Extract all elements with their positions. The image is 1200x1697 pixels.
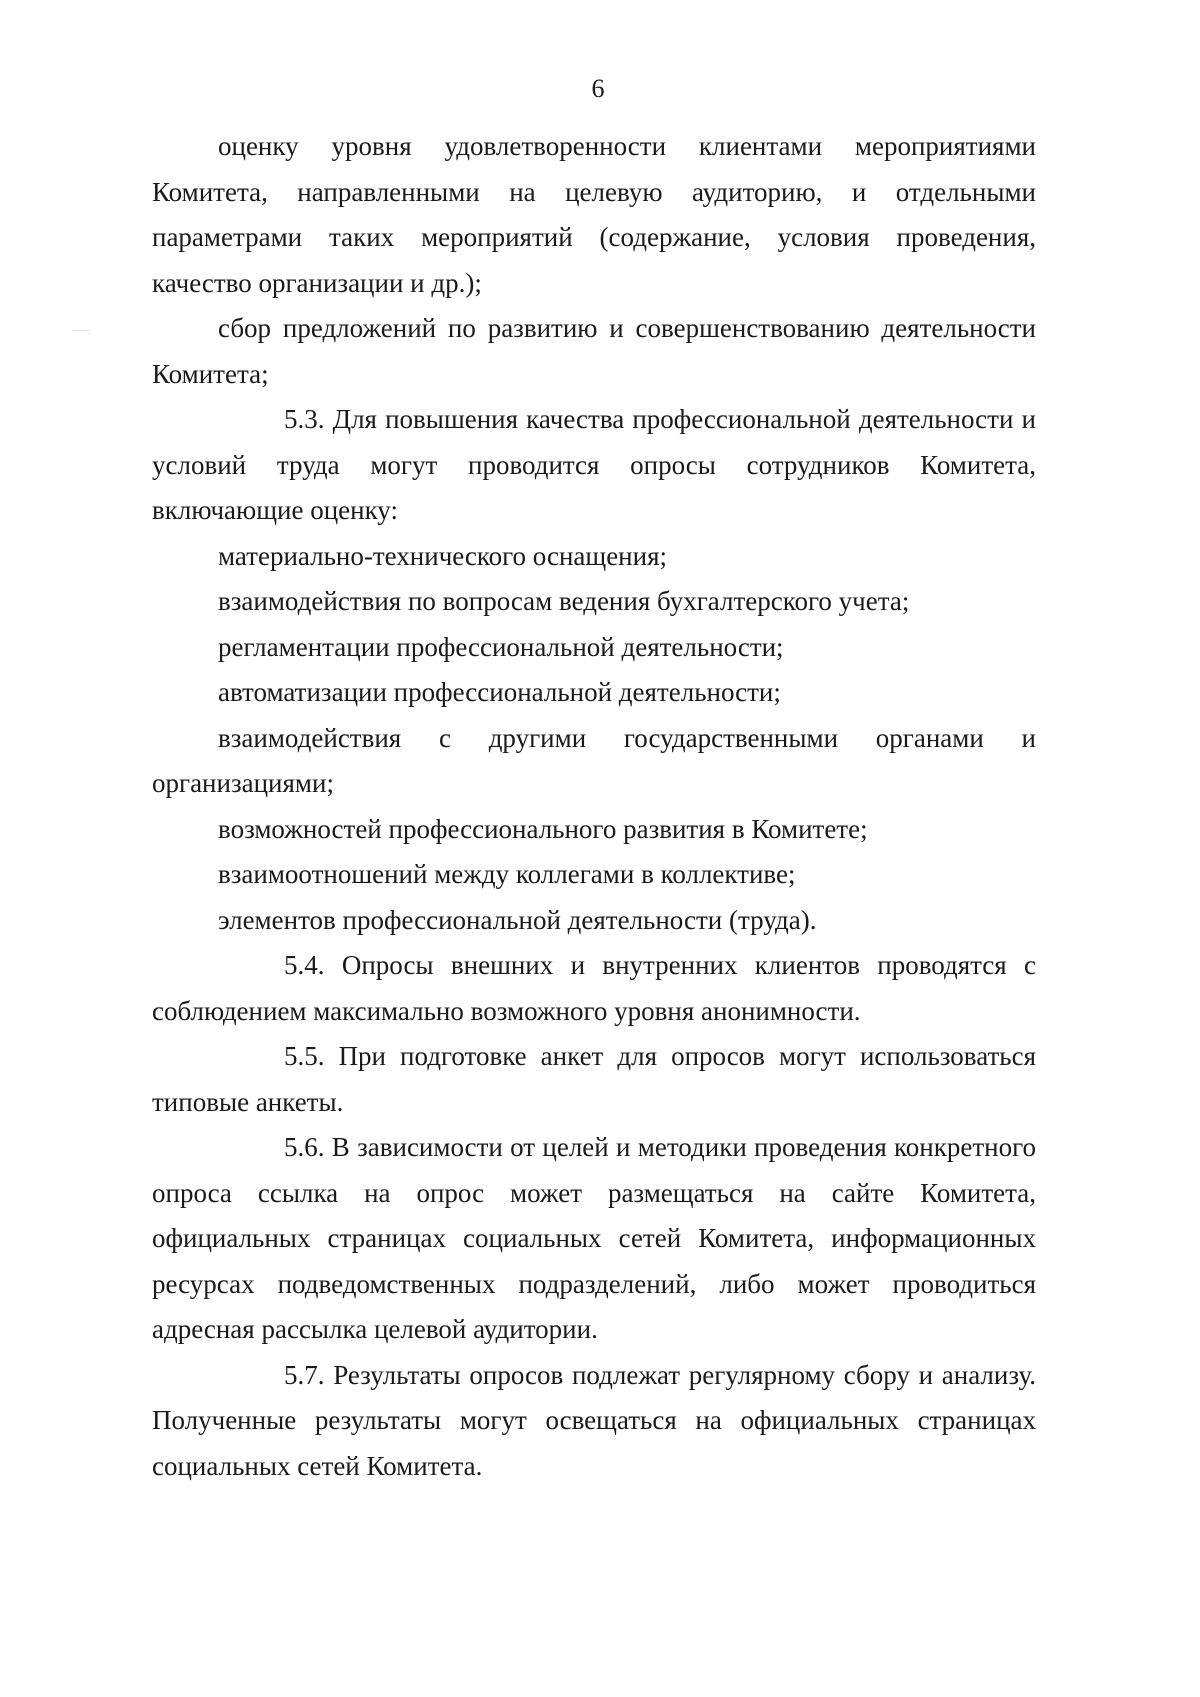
clause-number: 5.5. bbox=[284, 1041, 325, 1071]
list-item-text: автоматизации профессиональной деятельности; bbox=[218, 677, 781, 707]
list-item-relationships bbox=[152, 852, 1036, 898]
list-item-development bbox=[152, 807, 1036, 853]
scan-margin-mark bbox=[72, 330, 90, 331]
clause-text: В зависимости от целей и методики проведения конкретного опроса ссылка на опрос может размещаться на сайте Комитета, официальных страницах социальных сетей Комитета, информационных ресурсах подведомственных подразделений, либо может проводиться адресная рассылка целевой аудитории. bbox=[152, 1132, 1037, 1344]
clause-5-6 bbox=[152, 1125, 1036, 1353]
list-item-regulation bbox=[152, 625, 1036, 671]
document-body bbox=[152, 124, 1036, 1489]
clause-5-5 bbox=[152, 1034, 1036, 1125]
clause-text: При подготовке анкет для опросов могут использоваться типовые анкеты. bbox=[152, 1041, 1036, 1117]
list-item-text: регламентации профессиональной деятельности; bbox=[218, 631, 784, 662]
clause-5-3 bbox=[152, 397, 1036, 534]
clause-5-4 bbox=[152, 943, 1036, 1034]
paragraph-satisfaction-assessment bbox=[152, 124, 1036, 306]
list-item-text: элементов профессиональной деятельности (труда). bbox=[218, 904, 817, 935]
clause-number: 5.4. bbox=[284, 950, 325, 980]
list-item-automation bbox=[152, 670, 1036, 716]
clause-text: Результаты опросов подлежат регулярному сбору и анализу. Полученные результаты могут освещаться на официальных страницах социальных сетей Комитета. bbox=[152, 1359, 1036, 1481]
list-item-equipment bbox=[152, 534, 1036, 580]
page-number: 6 bbox=[591, 74, 605, 103]
clause-number: 5.3. bbox=[284, 404, 325, 434]
list-item-text: взаимоотношений между коллегами в коллективе; bbox=[218, 859, 796, 889]
clause-5-7 bbox=[152, 1353, 1036, 1490]
clause-number: 5.6. bbox=[284, 1132, 325, 1162]
list-item-interaction bbox=[152, 716, 1036, 807]
list-item-accounting bbox=[152, 579, 1036, 625]
clause-text: Опросы внешних и внутренних клиентов проводятся с соблюдением максимально возможного уровня анонимности. bbox=[152, 950, 1037, 1026]
clause-number: 5.7. bbox=[284, 1359, 325, 1390]
list-item-text: взаимодействия по вопросам ведения бухгалтерского учета; bbox=[218, 586, 910, 616]
paragraph-text: оценку уровня удовлетворенности клиентами мероприятиями Комитета, направленными на целевую аудиторию, и отдельными параметрами таких мероприятий (содержание, условия проведения, качество организации и др.); bbox=[152, 131, 1036, 298]
paragraph-text: сбор предложений по развитию и совершенствованию деятельности Комитета; bbox=[152, 313, 1036, 389]
list-item-text: материально-технического оснащения; bbox=[218, 540, 667, 571]
list-item-work-elements bbox=[152, 898, 1036, 944]
list-item-text: возможностей профессионального развития в Комитете; bbox=[218, 813, 868, 844]
list-item-text: взаимодействия с другими государственными органами и организациями; bbox=[152, 722, 1036, 798]
paragraph-proposals-collection bbox=[152, 306, 1036, 397]
clause-text: Для повышения качества профессиональной деятельности и условий труда могут проводится опросы сотрудников Комитета, включающие оценку: bbox=[152, 404, 1037, 525]
